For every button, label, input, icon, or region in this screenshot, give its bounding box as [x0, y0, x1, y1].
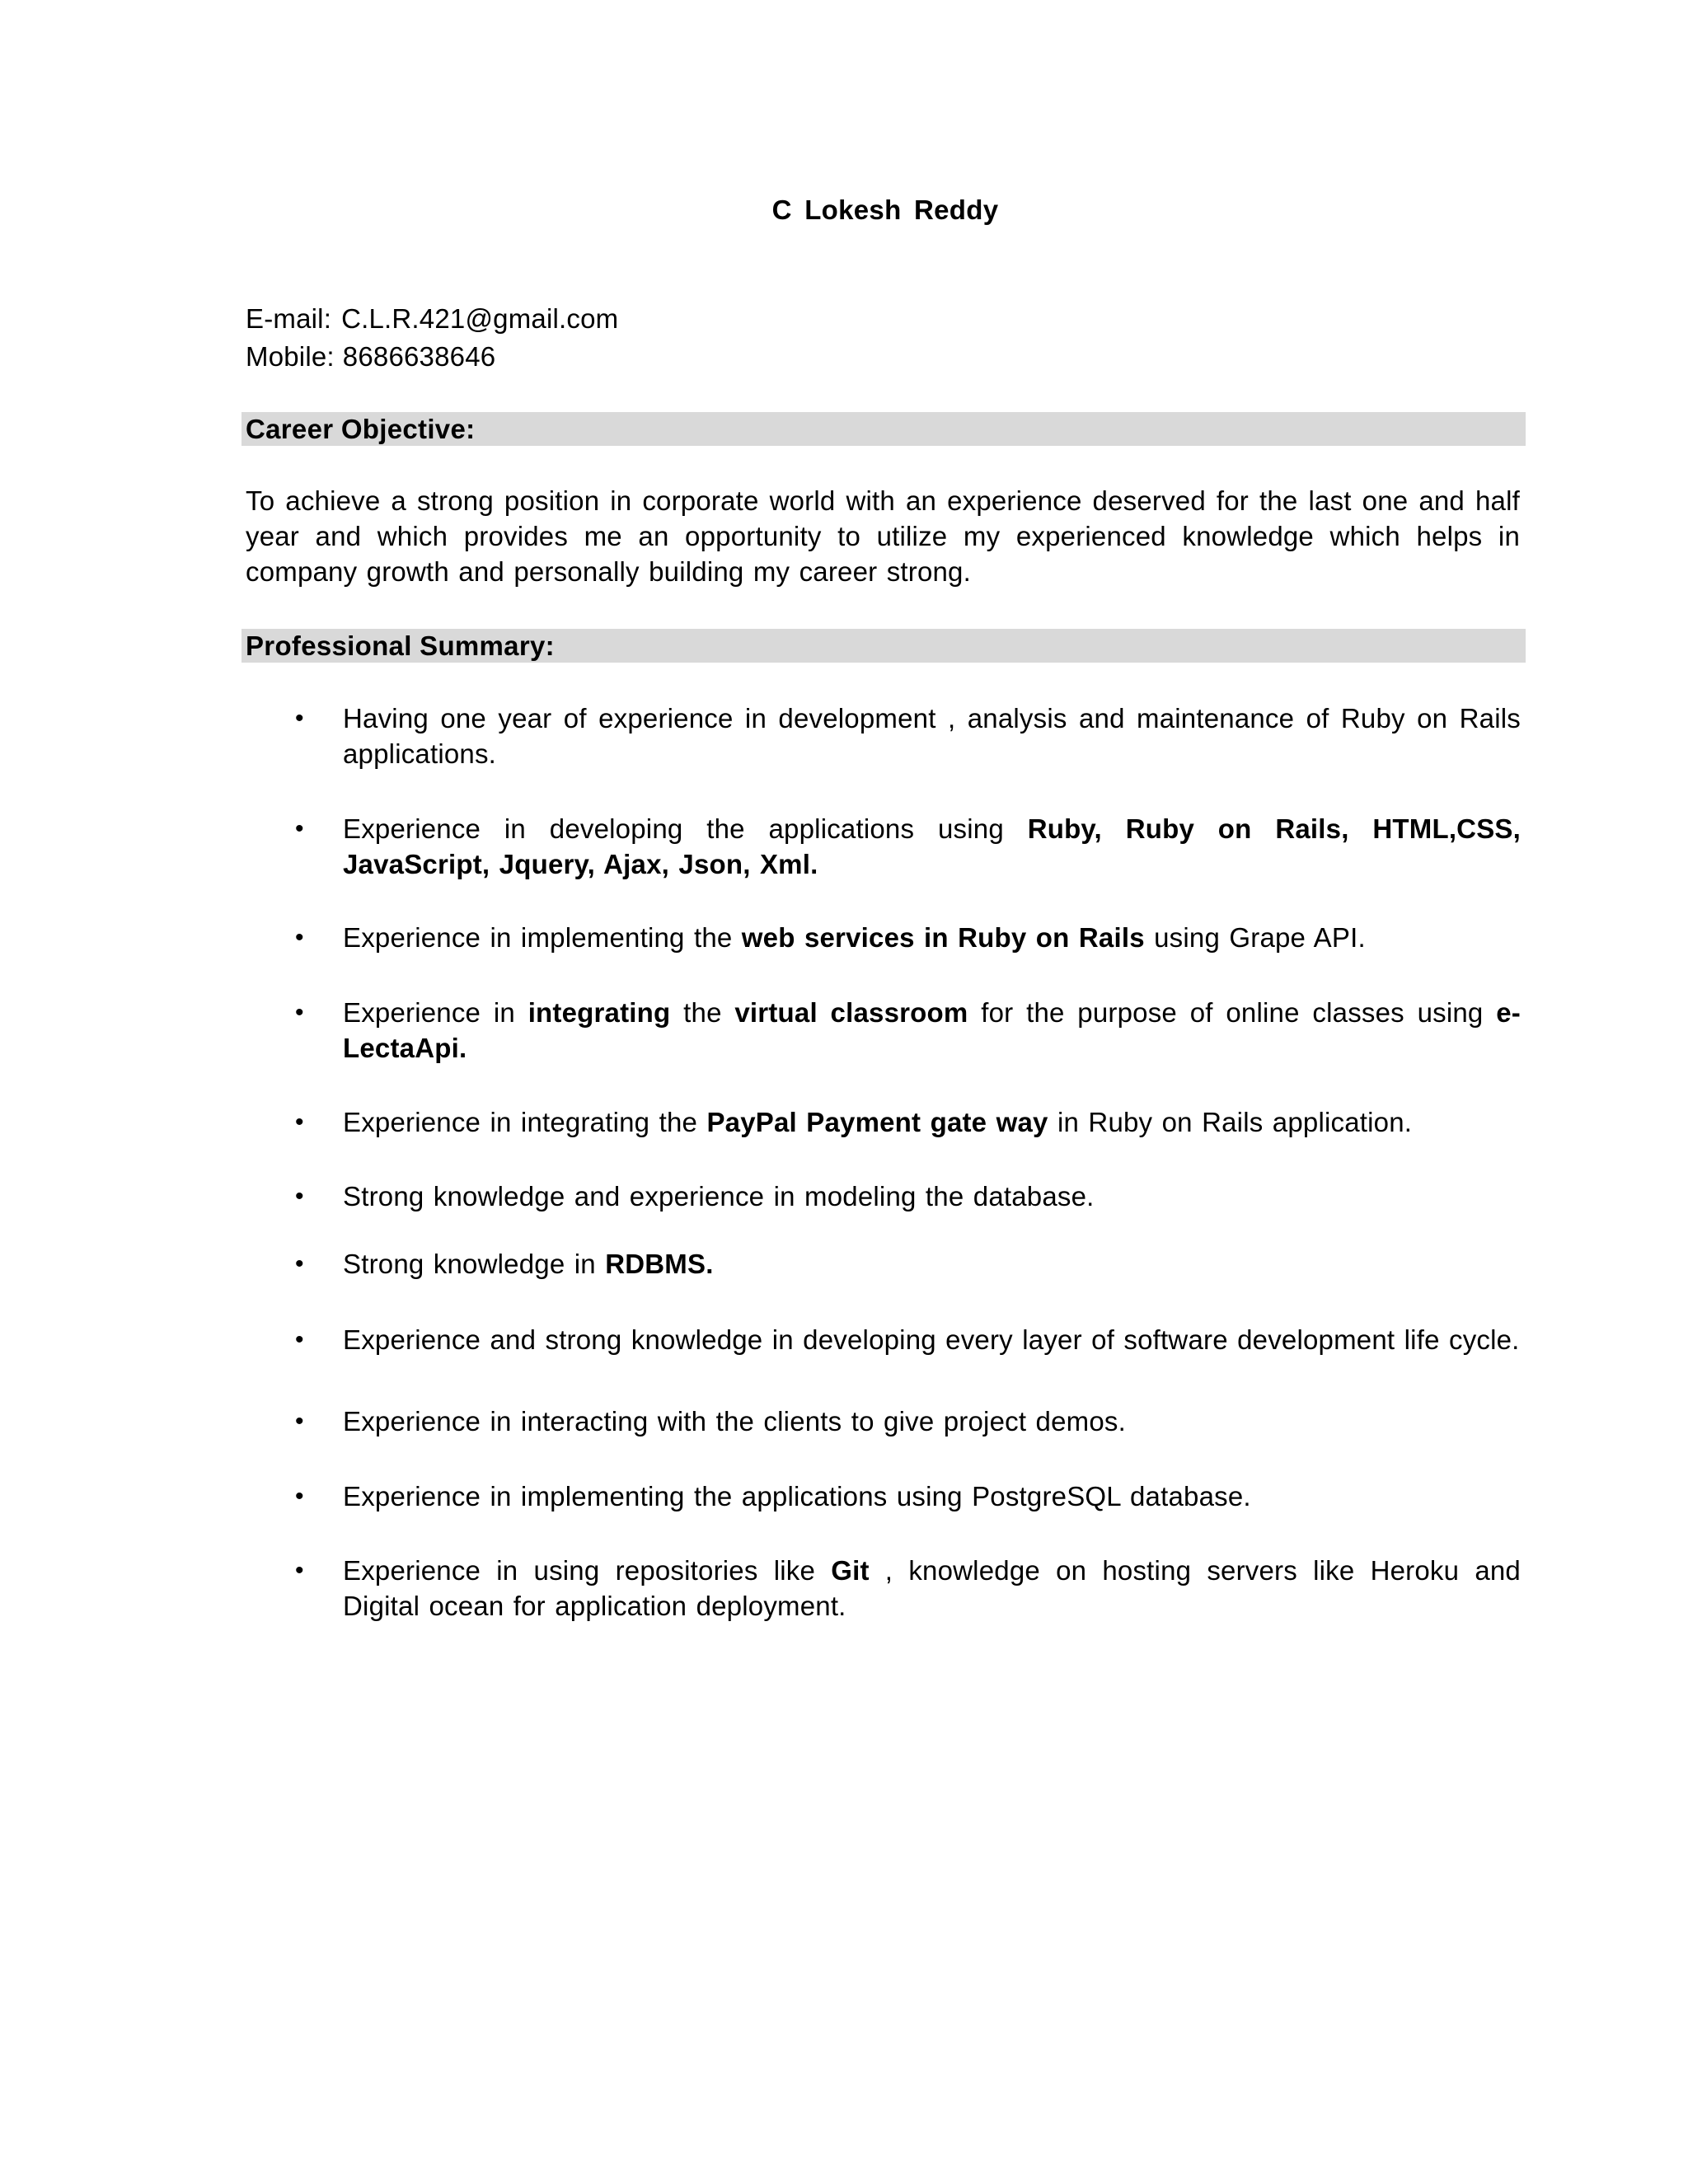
summary-item — [295, 1479, 1523, 1514]
bullet-icon: • — [295, 1557, 304, 1584]
summary-item — [295, 995, 1523, 1066]
summary-item-text — [343, 1479, 1521, 1514]
bullet-icon: • — [295, 815, 304, 842]
career-objective-heading: Career Objective: — [241, 412, 1526, 446]
bullet-icon: • — [295, 1483, 304, 1510]
summary-bold-text: Ruby, Ruby on Rails, HTML,CSS, JavaScript, Jquery, Ajax, Json, Xml. — [343, 813, 1522, 879]
mobile-label: Mobile: — [246, 341, 335, 372]
summary-text-run: Experience in interacting with the clients to give project demos. — [343, 1406, 1126, 1436]
summary-bold-text: integrating — [528, 997, 671, 1028]
summary-text-run: the — [670, 997, 735, 1028]
summary-bold-text: virtual classroom — [734, 997, 968, 1028]
summary-text-run: Experience in — [343, 997, 528, 1028]
summary-item — [295, 811, 1523, 882]
summary-item-text — [343, 701, 1521, 771]
bullet-icon: • — [295, 705, 304, 732]
summary-bold-text: Git — [831, 1555, 870, 1586]
candidate-name: C Lokesh Reddy — [771, 194, 999, 225]
summary-item — [295, 1404, 1523, 1439]
summary-text-run: , knowledge on hosting servers like Heroku and Digital ocean for application deployment. — [343, 1555, 1521, 1621]
bullet-icon: • — [295, 1108, 304, 1136]
summary-item-text — [343, 1553, 1521, 1624]
summary-text-run: for the purpose of online classes using — [968, 997, 1497, 1028]
bullet-icon: • — [295, 924, 304, 951]
summary-item-text — [343, 1179, 1521, 1214]
summary-bold-text: RDBMS. — [605, 1249, 714, 1279]
summary-text-run: Experience in using repositories like — [343, 1555, 832, 1586]
summary-text-run: Experience in implementing the — [343, 922, 742, 953]
career-objective-text: To achieve a strong position in corporate world with an experience deserved for the last one and half year and which provides me an opportunity to utilize my experienced knowledge which helps in company growth and personally building my career strong. — [246, 485, 1520, 587]
summary-bold-text: PayPal Payment gate way — [706, 1107, 1048, 1137]
summary-item-text — [343, 1104, 1521, 1140]
email-label: E-mail: — [246, 303, 332, 334]
email-value: C.L.R.421@gmail.com — [341, 303, 619, 334]
mobile-value: 8686638646 — [342, 341, 496, 372]
summary-item-text — [343, 1322, 1521, 1357]
summary-item — [295, 1322, 1523, 1357]
summary-text-run: Strong knowledge in — [343, 1249, 606, 1279]
bullet-icon: • — [295, 1408, 304, 1435]
summary-text-run: in Ruby on Rails application. — [1048, 1107, 1413, 1137]
bullet-icon: • — [295, 1250, 304, 1277]
summary-bold-text: e-LectaApi. — [343, 997, 1521, 1063]
summary-text-run: Experience in implementing the applications using PostgreSQL database. — [343, 1481, 1251, 1511]
summary-item-text — [343, 1246, 1521, 1282]
summary-item-text — [343, 811, 1521, 882]
summary-item-text — [343, 1404, 1521, 1439]
bullet-icon: • — [295, 1326, 304, 1353]
summary-text-run: Strong knowledge and experience in modeling the database. — [343, 1181, 1095, 1212]
summary-item — [295, 701, 1523, 771]
summary-item — [295, 1553, 1523, 1624]
summary-text-run: Experience and strong knowledge in developing every layer of software development life cycle. — [343, 1324, 1520, 1355]
summary-text-run: Experience in integrating the — [343, 1107, 707, 1137]
summary-item — [295, 920, 1523, 955]
summary-item — [295, 1179, 1523, 1214]
bullet-icon: • — [295, 999, 304, 1026]
summary-bold-text: web services in Ruby on Rails — [741, 922, 1145, 953]
summary-item-text — [343, 995, 1521, 1066]
summary-item — [295, 1104, 1523, 1140]
professional-summary-heading: Professional Summary: — [241, 629, 1526, 663]
summary-text-run: Experience in developing the applications using — [343, 813, 1028, 844]
summary-text-run: Having one year of experience in development , analysis and maintenance of Ruby on Rails applications. — [343, 703, 1521, 769]
bullet-icon: • — [295, 1183, 304, 1210]
summary-text-run: using Grape API. — [1144, 922, 1366, 953]
summary-item — [295, 1246, 1523, 1282]
summary-item-text — [343, 920, 1521, 955]
